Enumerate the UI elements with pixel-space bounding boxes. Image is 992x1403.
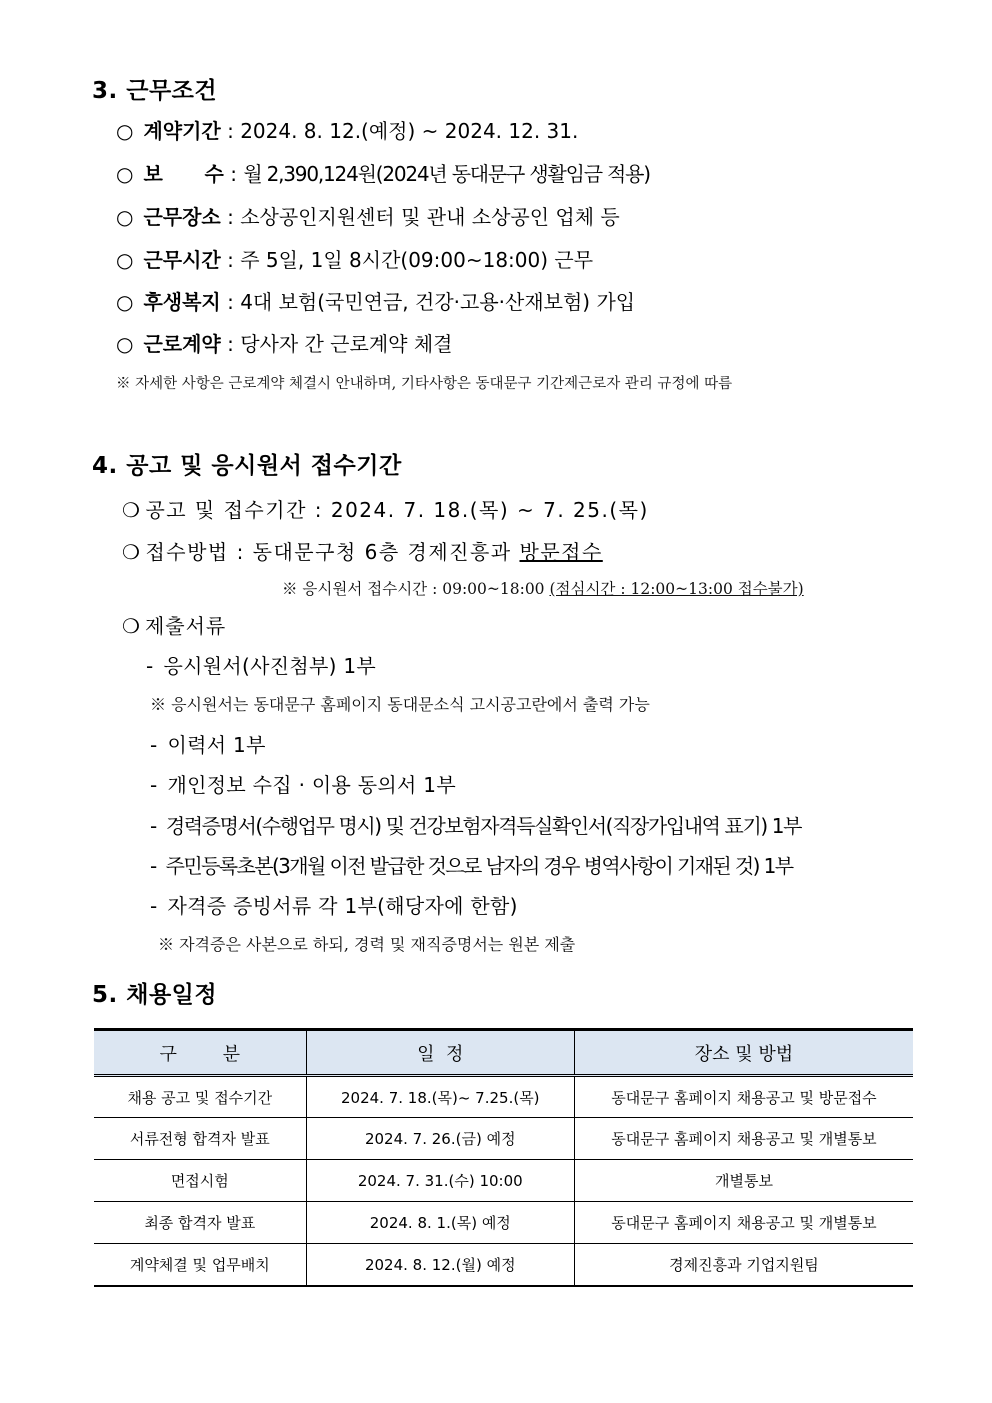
table-header-row xyxy=(94,1030,913,1076)
cell-category: 서류전형 합격자 발표 xyxy=(94,1118,306,1160)
column-header-category: 구 분 xyxy=(94,1030,306,1076)
circle-bullet-icon: ❍ xyxy=(122,614,141,638)
documents-label: 제출서류 xyxy=(144,614,227,638)
cell-place-method: 경제진흥과 기업지원팀 xyxy=(574,1244,913,1286)
cell-place-method: 동대문구 홈페이지 채용공고 및 개별통보 xyxy=(574,1202,913,1244)
section-4-title: 4. 공고 및 응시원서 접수기간 xyxy=(92,453,402,479)
document-item: - 자격증 증빙서류 각 1부(해당자에 한함) xyxy=(150,894,518,918)
cell-category: 채용 공고 및 접수기간 xyxy=(94,1076,306,1118)
document-item: - 응시원서(사진첨부) 1부 xyxy=(146,654,376,678)
document-item: - 개인정보 수집 · 이용 동의서 1부 xyxy=(150,773,456,797)
table-row xyxy=(94,1118,913,1160)
table-row xyxy=(94,1202,913,1244)
condition-value: 월 2,390,124원(2024년 동대문구 생활임금 적용) xyxy=(243,162,650,186)
condition-label: 후생복지 xyxy=(143,290,221,314)
dash-bullet-icon: - xyxy=(150,854,156,878)
circle-bullet-icon: ○ xyxy=(116,248,134,272)
table-row xyxy=(94,1244,913,1286)
circle-bullet-icon: ○ xyxy=(116,290,134,314)
cell-schedule: 2024. 8. 12.(월) 예정 xyxy=(306,1244,574,1286)
reception-hours-note: ※ 응시원서 접수시간 : 09:00~18:00 (점심시간 : 12:00~13:00 접수불가) xyxy=(282,580,804,598)
cell-category: 면접시험 xyxy=(94,1160,306,1202)
section-5-title: 5. 채용일정 xyxy=(92,982,218,1008)
cell-category: 최종 합격자 발표 xyxy=(94,1202,306,1244)
method-value: 동대문구청 6층 경제진흥과 xyxy=(252,540,520,564)
condition-contract-period: ○ 계약기간 : 2024. 8. 12.(예정) ~ 2024. 12. 31. xyxy=(116,119,579,143)
circle-bullet-icon: ○ xyxy=(116,332,134,356)
application-period: ❍ 공고 및 접수기간 : 2024. 7. 18.(목) ~ 7. 25.(목) xyxy=(122,498,649,522)
method-label: 접수방법 xyxy=(145,540,229,564)
document-item: - 경력증명서(수행업무 명시) 및 건강보험자격득실확인서(직장가입내역 표기) 1부 xyxy=(150,814,801,838)
circle-bullet-icon: ○ xyxy=(116,119,134,143)
cell-schedule: 2024. 7. 18.(목)~ 7.25.(목) xyxy=(306,1076,574,1118)
condition-label: 근로계약 xyxy=(143,332,221,356)
dash-bullet-icon: - xyxy=(150,773,158,797)
cell-schedule: 2024. 8. 1.(목) 예정 xyxy=(306,1202,574,1244)
document-note: ※ 응시원서는 동대문구 홈페이지 동대문소식 고시공고란에서 출력 가능 xyxy=(150,695,650,714)
dash-bullet-icon: - xyxy=(146,654,154,678)
lunch-break-note: (점심시간 : 12:00~13:00 접수불가) xyxy=(549,580,804,598)
period-value: 2024. 7. 18.(목) ~ 7. 25.(목) xyxy=(330,498,649,522)
cell-schedule: 2024. 7. 31.(수) 10:00 xyxy=(306,1160,574,1202)
document-item: - 이력서 1부 xyxy=(150,733,266,757)
column-header-place-method: 장소 및 방법 xyxy=(574,1030,913,1076)
document-note: ※ 자격증은 사본으로 하되, 경력 및 재직증명서는 원본 제출 xyxy=(158,935,576,954)
column-header-schedule: 일 정 xyxy=(306,1030,574,1076)
circle-bullet-icon: ○ xyxy=(116,162,134,186)
documents-heading xyxy=(122,610,226,639)
dash-bullet-icon: - xyxy=(150,814,156,838)
cell-category: 계약체결 및 업무배치 xyxy=(94,1244,306,1286)
cell-place-method: 개별통보 xyxy=(574,1160,913,1202)
recruitment-schedule-table xyxy=(94,1028,913,1287)
period-label: 공고 및 접수기간 xyxy=(145,498,307,522)
condition-label: 보 수 xyxy=(143,162,224,186)
condition-labor-contract: ○ 근로계약 : 당사자 간 근로계약 체결 xyxy=(116,332,453,356)
condition-label: 근무장소 xyxy=(143,205,221,229)
dash-bullet-icon: - xyxy=(150,894,158,918)
condition-value: 소상공인지원센터 및 관내 소상공인 업체 등 xyxy=(240,205,620,229)
condition-label: 계약기간 xyxy=(143,119,221,143)
condition-value: 2024. 8. 12.(예정) ~ 2024. 12. 31. xyxy=(240,119,579,143)
condition-value: 주 5일, 1일 8시간(09:00~18:00) 근무 xyxy=(240,248,594,272)
dash-bullet-icon: - xyxy=(150,733,158,757)
circle-bullet-icon: ❍ xyxy=(122,498,142,522)
section-3-note: ※ 자세한 사항은 근로계약 체결시 안내하며, 기타사항은 동대문구 기간제근로자 관리 규정에 따름 xyxy=(116,376,733,392)
cell-schedule: 2024. 7. 26.(금) 예정 xyxy=(306,1118,574,1160)
condition-value: 당사자 간 근로계약 체결 xyxy=(240,332,453,356)
circle-bullet-icon: ❍ xyxy=(122,540,142,564)
table-row xyxy=(94,1076,913,1118)
section-3-title: 3. 근무조건 xyxy=(92,78,218,104)
application-method: ❍ 접수방법 : 동대문구청 6층 경제진흥과 방문접수 xyxy=(122,540,603,564)
condition-welfare: ○ 후생복지 : 4대 보험(국민연금, 건강·고용·산재보험) 가입 xyxy=(116,290,636,314)
circle-bullet-icon: ○ xyxy=(116,205,134,229)
table-row xyxy=(94,1160,913,1202)
condition-value: 4대 보험(국민연금, 건강·고용·산재보험) 가입 xyxy=(240,290,636,314)
cell-place-method: 동대문구 홈페이지 채용공고 및 개별통보 xyxy=(574,1118,913,1160)
condition-label: 근무시간 xyxy=(143,248,221,272)
cell-place-method: 동대문구 홈페이지 채용공고 및 방문접수 xyxy=(574,1076,913,1118)
condition-salary: ○ 보 수 : 월 2,390,124원(2024년 동대문구 생활임금 적용) xyxy=(116,162,650,186)
method-visit-highlight: 방문접수 xyxy=(519,540,603,564)
condition-work-hours: ○ 근무시간 : 주 5일, 1일 8시간(09:00~18:00) 근무 xyxy=(116,248,594,272)
condition-workplace: ○ 근무장소 : 소상공인지원센터 및 관내 소상공인 업체 등 xyxy=(116,205,620,229)
document-item: - 주민등록초본(3개월 이전 발급한 것으로 남자의 경우 병역사항이 기재된 것) 1부 xyxy=(150,854,793,878)
